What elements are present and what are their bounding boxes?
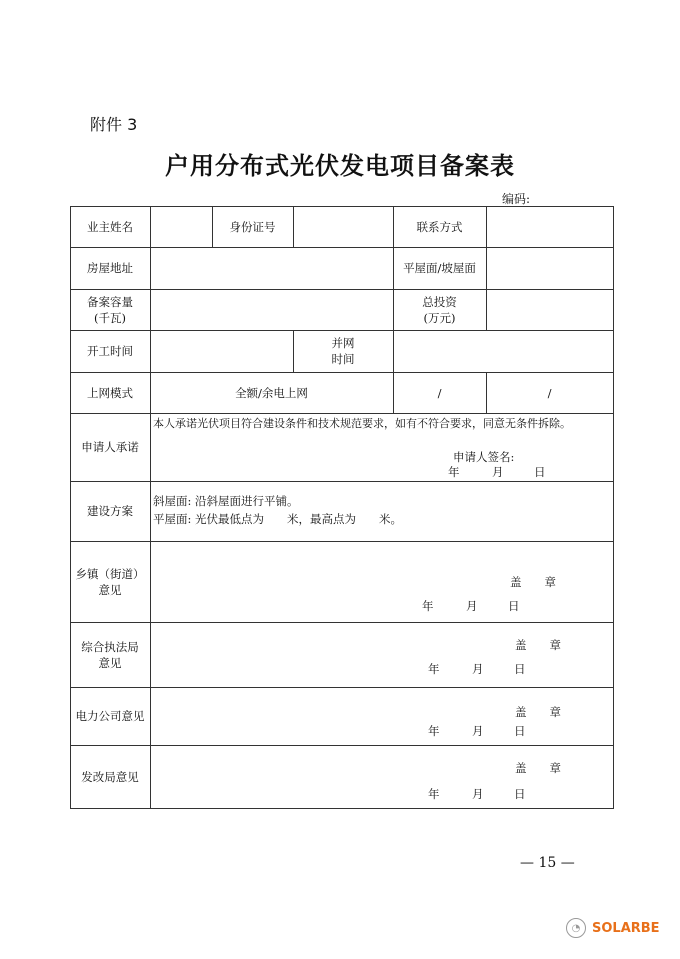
law-bureau-seal: 盖 章 bbox=[515, 638, 561, 652]
ndrc-opinion-label: 发改局意见 bbox=[81, 769, 139, 784]
ndrc-date-month: 月 bbox=[472, 787, 484, 801]
commitment-text: 本人承诺光伏项目符合建设条件和技术规范要求，如有不符合要求，同意无条件拆除。 bbox=[153, 417, 571, 430]
capacity-label-line2: (千瓦) bbox=[94, 310, 126, 325]
table-border-bottom bbox=[70, 808, 614, 809]
page-number: — 15 — bbox=[520, 855, 575, 871]
row-divider bbox=[70, 687, 614, 688]
township-date-year: 年 bbox=[422, 599, 434, 613]
grid-time-label-line2: 时间 bbox=[331, 352, 355, 366]
commitment-date-year: 年 bbox=[448, 465, 460, 479]
contact-label: 联系方式 bbox=[416, 219, 463, 234]
capacity-field[interactable] bbox=[150, 289, 393, 330]
investment-field[interactable] bbox=[486, 289, 613, 330]
law-bureau-opinion-label bbox=[70, 622, 150, 687]
contact-field[interactable] bbox=[486, 206, 613, 247]
row-divider bbox=[70, 413, 614, 414]
law-bureau-date-month: 月 bbox=[472, 662, 484, 676]
capacity-label-line1: 备案容量 bbox=[87, 294, 133, 309]
plan-line-flat: 平屋面: 光伏最低点为 米，最高点为 米。 bbox=[153, 512, 403, 526]
row-divider bbox=[70, 481, 614, 482]
investment-label bbox=[393, 289, 486, 330]
township-label-line2: 意见 bbox=[98, 582, 122, 597]
capacity-label bbox=[70, 289, 150, 330]
grid-time-label-line1: 并网 bbox=[331, 336, 355, 350]
power-company-opinion-label: 电力公司意见 bbox=[75, 709, 145, 723]
township-date-day: 日 bbox=[508, 599, 520, 613]
watermark-text: SOLARBE bbox=[592, 920, 660, 936]
power-company-date-day: 日 bbox=[514, 724, 526, 738]
row-divider bbox=[70, 745, 614, 746]
owner-name-label: 业主姓名 bbox=[87, 219, 133, 234]
law-bureau-label-line1: 综合执法局 bbox=[81, 639, 139, 654]
start-time-label: 开工时间 bbox=[87, 344, 133, 358]
id-number-label: 身份证号 bbox=[229, 219, 276, 234]
house-address-field[interactable] bbox=[150, 247, 393, 289]
grid-time-field[interactable] bbox=[393, 330, 613, 372]
law-bureau-label-line2: 意见 bbox=[98, 655, 122, 670]
township-date-month: 月 bbox=[466, 599, 478, 613]
grid-mode-slash-1: / bbox=[437, 385, 442, 400]
commitment-date-day: 日 bbox=[534, 465, 546, 479]
roof-type-field[interactable] bbox=[486, 247, 613, 289]
wechat-icon: ◔ bbox=[566, 918, 586, 938]
row-divider bbox=[70, 541, 614, 542]
law-bureau-date-day: 日 bbox=[514, 662, 526, 676]
investment-label-line1: 总投资 bbox=[422, 294, 457, 309]
code-label: 编码: bbox=[502, 192, 531, 206]
ndrc-date-day: 日 bbox=[514, 787, 526, 801]
grid-mode-value: 全额/余电上网 bbox=[235, 385, 308, 400]
grid-mode-label: 上网模式 bbox=[87, 385, 133, 400]
commitment-date-month: 月 bbox=[492, 465, 504, 479]
construction-plan-label: 建设方案 bbox=[87, 504, 133, 518]
owner-name-field[interactable] bbox=[150, 206, 212, 247]
ndrc-date-year: 年 bbox=[428, 787, 440, 801]
power-company-date-month: 月 bbox=[472, 724, 484, 738]
table-border-right bbox=[613, 206, 614, 808]
watermark bbox=[566, 918, 660, 938]
plan-line-slope: 斜屋面: 沿斜屋面进行平铺。 bbox=[153, 494, 299, 508]
grid-time-label bbox=[293, 330, 393, 372]
applicant-sign-label: 申请人签名: bbox=[453, 450, 515, 464]
township-label-line1: 乡镇（街道） bbox=[75, 566, 145, 581]
id-number-field[interactable] bbox=[293, 206, 393, 247]
investment-label-line2: (万元) bbox=[423, 310, 456, 325]
row-divider bbox=[70, 622, 614, 623]
house-address-label: 房屋地址 bbox=[87, 261, 133, 275]
applicant-commitment-label: 申请人承诺 bbox=[81, 440, 139, 454]
grid-mode-slash-2: / bbox=[547, 385, 552, 400]
township-seal: 盖 章 bbox=[510, 575, 556, 589]
power-company-seal: 盖 章 bbox=[515, 705, 561, 719]
ndrc-seal: 盖 章 bbox=[515, 761, 561, 775]
township-opinion-label bbox=[70, 541, 150, 622]
form-title: 户用分布式光伏发电项目备案表 bbox=[165, 151, 515, 180]
start-time-field[interactable] bbox=[150, 330, 293, 372]
law-bureau-date-year: 年 bbox=[428, 662, 440, 676]
power-company-date-year: 年 bbox=[428, 724, 440, 738]
attachment-label: 附件 3 bbox=[90, 115, 138, 134]
roof-type-label: 平屋面/坡屋面 bbox=[403, 261, 476, 275]
